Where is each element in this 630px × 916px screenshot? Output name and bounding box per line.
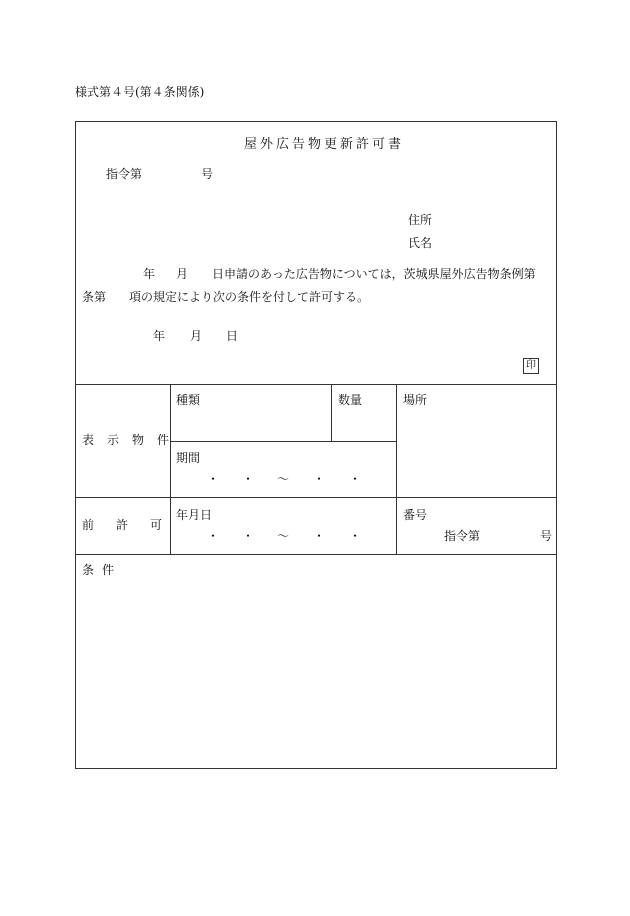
permit-tilde: 〜 — [277, 529, 290, 543]
seal-mark: 印 — [523, 358, 539, 374]
table-top-border — [75, 384, 556, 385]
location-label: 場所 — [403, 393, 428, 407]
body-line2: 項の規定により次の条件を付して許可する。 — [129, 290, 370, 304]
period-tilde: 〜 — [277, 472, 290, 486]
form-number: 様式第４号(第４条関係) — [75, 85, 205, 99]
permit-date-label: 年月日 — [176, 508, 213, 522]
display-item-label: 表示物件 — [82, 433, 183, 447]
kind-label: 種類 — [176, 393, 201, 407]
location-column-divider — [396, 384, 397, 554]
conditions-label: 条件 — [82, 563, 123, 577]
permit-number-label: 番号 — [403, 508, 428, 522]
period-dot-2: ・ — [242, 472, 255, 486]
permit-directive-label: 指令第 — [444, 529, 481, 543]
body-article: 条第 — [82, 290, 107, 304]
quantity-label: 数量 — [338, 393, 363, 407]
issue-month: 月 — [190, 329, 203, 343]
application-month: 月 — [176, 267, 189, 281]
period-dot-4: ・ — [349, 472, 362, 486]
period-dot-1: ・ — [207, 472, 220, 486]
name-label: 氏名 — [408, 236, 433, 250]
permit-conditions-divider — [75, 554, 556, 555]
permit-dot-3: ・ — [313, 529, 326, 543]
display-permit-divider — [75, 497, 556, 498]
permit-dot-4: ・ — [349, 529, 362, 543]
body-line1: 日申請のあった広告物については，茨城県屋外広告物条例第 — [212, 267, 536, 281]
directive-number-suffix: 号 — [201, 167, 214, 181]
previous-permit-label: 前許可 — [82, 518, 185, 532]
period-label: 期間 — [176, 451, 201, 465]
address-label: 住所 — [408, 213, 433, 227]
period-dot-3: ・ — [313, 472, 326, 486]
application-year: 年 — [143, 267, 156, 281]
permit-number-suffix: 号 — [540, 529, 553, 543]
kind-period-divider — [170, 441, 396, 442]
kind-quantity-divider — [331, 384, 332, 441]
document-title: 屋外広告物更新許可書 — [244, 137, 405, 152]
issue-year: 年 — [153, 329, 166, 343]
directive-label: 指令第 — [106, 167, 143, 181]
permit-dot-2: ・ — [242, 529, 255, 543]
issue-day: 日 — [226, 329, 239, 343]
permit-dot-1: ・ — [207, 529, 220, 543]
